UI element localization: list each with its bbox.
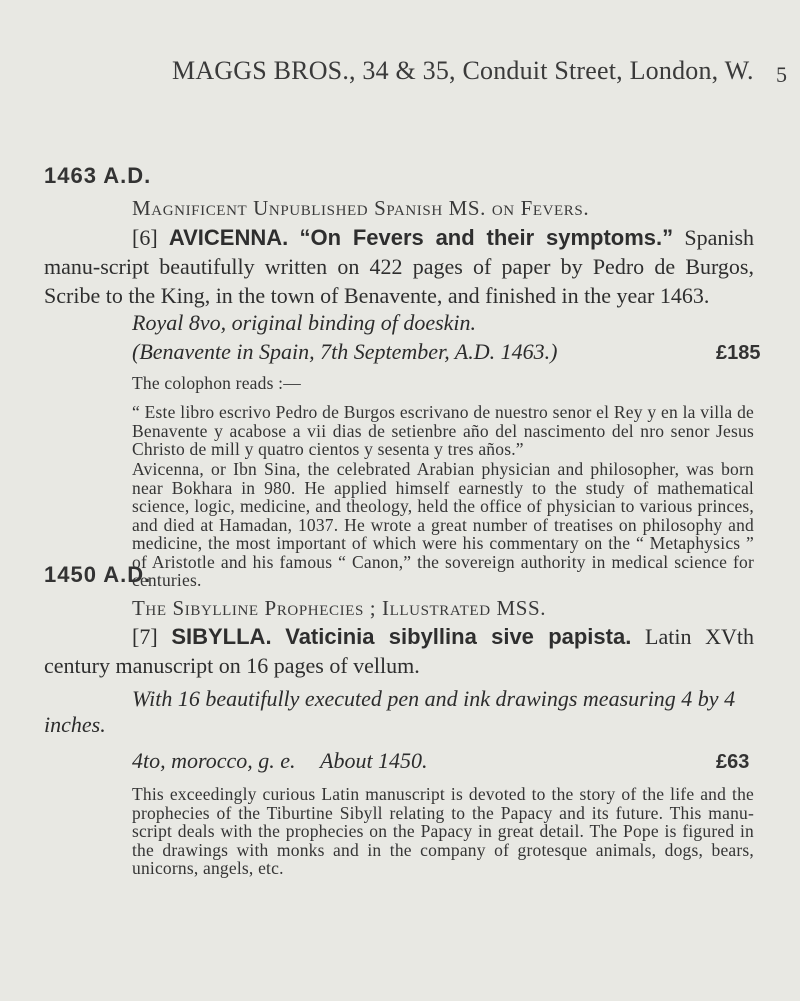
item-date: About 1450. [320, 748, 428, 773]
item-number: [7] [132, 624, 158, 649]
item-author: AVICENNA. [168, 225, 289, 250]
colophon-intro: The colophon reads :— [132, 373, 301, 393]
entry-heading: The Sibylline Prophecies ; Illustrated MSS. [132, 596, 547, 620]
colophon-quote: “ Este libro escrivo Pedro de Burgos escrivano de nuestro senor el Rey y en la villa de Benavente y acabose a vii dias de setienbre año del nascimento del nro senor Jesus Christo de mill y quatro cientos y sesenta y tres años.” [132, 402, 754, 459]
item-illustrations: With 16 beautifully executed pen and ink drawings measuring 4 by 4 inches. [44, 686, 736, 737]
item-title: “On Fevers and their symptoms.” [299, 225, 674, 250]
running-header: MAGGS BROS., 34 & 35, Conduit Street, London, W. [172, 56, 754, 85]
item-author: SIBYLLA. [171, 624, 272, 649]
item-binding: Royal 8vo, original binding of doeskin. [132, 310, 477, 335]
item-text: Latin XVth century manuscript on 16 pages of vellum. [44, 624, 755, 678]
item-price: £63 [716, 751, 750, 773]
entry-year: 1463 A.D. [44, 163, 152, 188]
item-binding: 4to, morocco, g. e. [132, 748, 296, 773]
item-imprint: (Benavente in Spain, 7th September, A.D. 1463.) [132, 339, 558, 364]
item-title: Vaticinia sibyllina sive papista. [285, 624, 632, 649]
entry-year: 1450 A.D. [44, 562, 152, 587]
item-number: [6] [132, 225, 158, 250]
entry-note: Avicenna, or Ibn Sina, the celebrated Arabian physician and philosopher, was born near Bokhara in 980. He applied himself earnestly to the study of mathematical science, logic, medicine, and theology, held the office of physician to various princes, and died at Hamadan, 1037. He wrote a great number of treatises on philosophy and medicine, the most important of which were his commentary on the “ Metaphysics ” of Aristotle and his famous “ Canon,” the sovereign authority in medical science for centuries. [132, 459, 754, 590]
item-description [44, 223, 754, 310]
item-text: Spanish manu-script beautifully written on 422 pages of paper by Pedro de Burgos, Scribe to the King, in the town of Benavente, and finished in the year 1463. [44, 225, 755, 308]
page-number: 5 [776, 62, 787, 87]
item-price: £185 [716, 342, 761, 364]
entry-heading: Magnificent Unpublished Spanish MS. on Fevers. [132, 196, 590, 220]
entry-note: This exceedingly curious Latin manuscript is devoted to the story of the life and the prophecies of the Tiburtine Sibyll relating to the Papacy and its future. This manu-script deals with the prophecies on the Papacy in great detail. The Pope is figured in the drawings with monks and in the company of grotesque animals, dogs, bears, unicorns, angels, etc. [132, 784, 754, 878]
item-description [44, 622, 754, 680]
